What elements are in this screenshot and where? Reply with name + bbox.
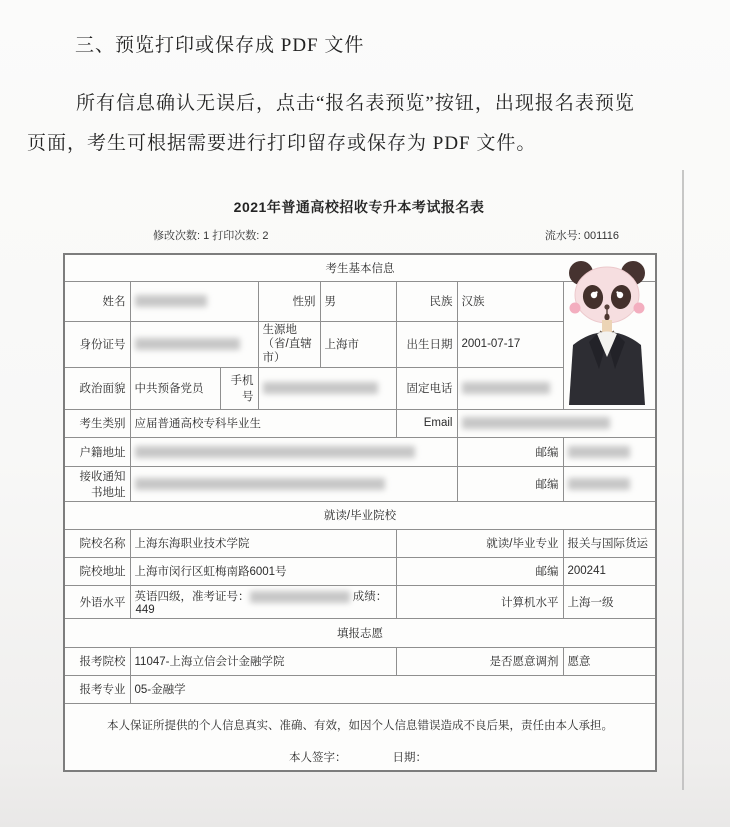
political-status-label: 政治面貌 (64, 367, 130, 409)
signature-line (69, 749, 651, 765)
apply-college-label: 报考院校 (64, 647, 130, 675)
study-major-value: 报关与国际货运 (563, 529, 656, 557)
candidate-category-value: 应届普通高校专科毕业生 (130, 409, 396, 437)
signature-label: 本人签字： (289, 751, 347, 764)
row-foreign-language (64, 585, 656, 618)
notice-address-label: 接收通知书地址 (64, 466, 130, 501)
computer-level-value: 上海一级 (563, 585, 656, 618)
form-title: 2021年普通高校招收专升本考试报名表 (233, 199, 485, 215)
name-value-redacted (130, 281, 258, 321)
redacted-blur (135, 446, 415, 458)
foreign-language-value (130, 585, 396, 618)
row-residence-address (64, 437, 656, 466)
meta-serial-number: 流水号: 001116 (544, 230, 619, 242)
row-notice-address (64, 466, 656, 501)
notice-address-value-redacted (130, 466, 457, 501)
birthdate-label: 出生日期 (396, 321, 457, 367)
study-major-label: 就读/毕业专业 (396, 529, 563, 557)
instructions-line-1: 所有信息确认无误后，点击“报名表预览”按钮，出现报名表预览 (76, 93, 635, 114)
redacted-blur (462, 417, 610, 429)
landline-value-redacted (457, 367, 563, 409)
email-label: Email (396, 409, 457, 437)
redacted-blur (568, 446, 630, 458)
school-postal-value: 200241 (563, 557, 656, 585)
postal-code-label: 邮编 (457, 466, 563, 501)
score-value: 449 (135, 603, 155, 616)
panda-avatar (562, 257, 654, 405)
political-status-value: 中共预备党员 (130, 367, 220, 409)
foreign-language-label: 外语水平 (64, 585, 130, 618)
apply-college-value: 11047-上海立信会计金融学院 (130, 647, 396, 675)
origin-label: 生源地（省/直辖市） (258, 321, 320, 367)
foreign-language-line1 (135, 588, 392, 604)
redacted-blur (135, 295, 207, 307)
school-name-value: 上海东海职业技术学院 (130, 529, 396, 557)
instructions-line-2: 页面，考生可根据需要进行打印留存或保存为 PDF 文件。 (27, 133, 537, 154)
id-number-label: 身份证号 (64, 321, 130, 367)
residence-address-label: 户籍地址 (64, 437, 130, 466)
row-declaration (64, 703, 656, 771)
section-row-school (64, 501, 656, 529)
gender-value: 男 (320, 281, 396, 321)
redacted-blur (263, 382, 378, 394)
redacted-blur (135, 338, 240, 350)
instructions-heading: 三、预览打印或保存成 PDF 文件 (75, 35, 365, 56)
row-category (64, 409, 656, 437)
computer-level-label: 计算机水平 (396, 585, 563, 618)
redacted-blur (250, 591, 350, 603)
row-school-name (64, 529, 656, 557)
origin-value: 上海市 (320, 321, 396, 367)
gender-label: 性别 (258, 281, 320, 321)
panda-avatar-image (562, 257, 654, 405)
transfer-willing-label: 是否愿意调剂 (396, 647, 563, 675)
row-school-address (64, 557, 656, 585)
declaration-text: 本人保证所提供的个人信息真实、准确、有效，如因个人信息错误造成不良后果，责任由本人承担。 (107, 719, 613, 732)
redacted-blur (568, 478, 630, 490)
birthdate-value: 2001-07-17 (457, 321, 563, 367)
row-apply-major (64, 675, 656, 703)
row-apply-college (64, 647, 656, 675)
date-label: 日期： (392, 751, 427, 764)
declaration-cell (64, 703, 656, 771)
postal-code-label: 邮编 (457, 437, 563, 466)
score-label: 成绩： (352, 590, 388, 603)
id-number-value-redacted (130, 321, 258, 367)
section-title-basic: 考生基本信息 (64, 254, 656, 281)
postal-code-value-redacted (563, 466, 656, 501)
transfer-willing-value: 愿意 (563, 647, 656, 675)
landline-label: 固定电话 (396, 367, 457, 409)
candidate-category-label: 考生类别 (64, 409, 130, 437)
mobile-value-redacted (258, 367, 396, 409)
ethnicity-label: 民族 (396, 281, 457, 321)
name-label: 姓名 (64, 281, 130, 321)
section-title-application: 填报志愿 (64, 618, 656, 647)
redacted-blur (462, 382, 550, 394)
apply-major-value: 05-金融学 (130, 675, 656, 703)
postal-code-value-redacted (563, 437, 656, 466)
ethnicity-value: 汉族 (457, 281, 563, 321)
page-edge-line (682, 170, 684, 790)
exam-ticket-label: 英语四级，准考证号： (134, 590, 250, 603)
email-value-redacted (457, 409, 656, 437)
meta-edit-print-counts: 修改次数: 1 打印次数: 2 (153, 230, 269, 242)
school-name-label: 院校名称 (64, 529, 130, 557)
redacted-blur (135, 478, 385, 490)
school-postal-label: 邮编 (396, 557, 563, 585)
residence-address-value-redacted (130, 437, 457, 466)
school-address-label: 院校地址 (64, 557, 130, 585)
school-address-value: 上海市闵行区虹梅南路6001号 (130, 557, 396, 585)
apply-major-label: 报考专业 (64, 675, 130, 703)
section-row-application (64, 618, 656, 647)
section-title-school: 就读/毕业院校 (64, 501, 656, 529)
mobile-label: 手机号 (220, 367, 258, 409)
form-meta (63, 227, 655, 243)
